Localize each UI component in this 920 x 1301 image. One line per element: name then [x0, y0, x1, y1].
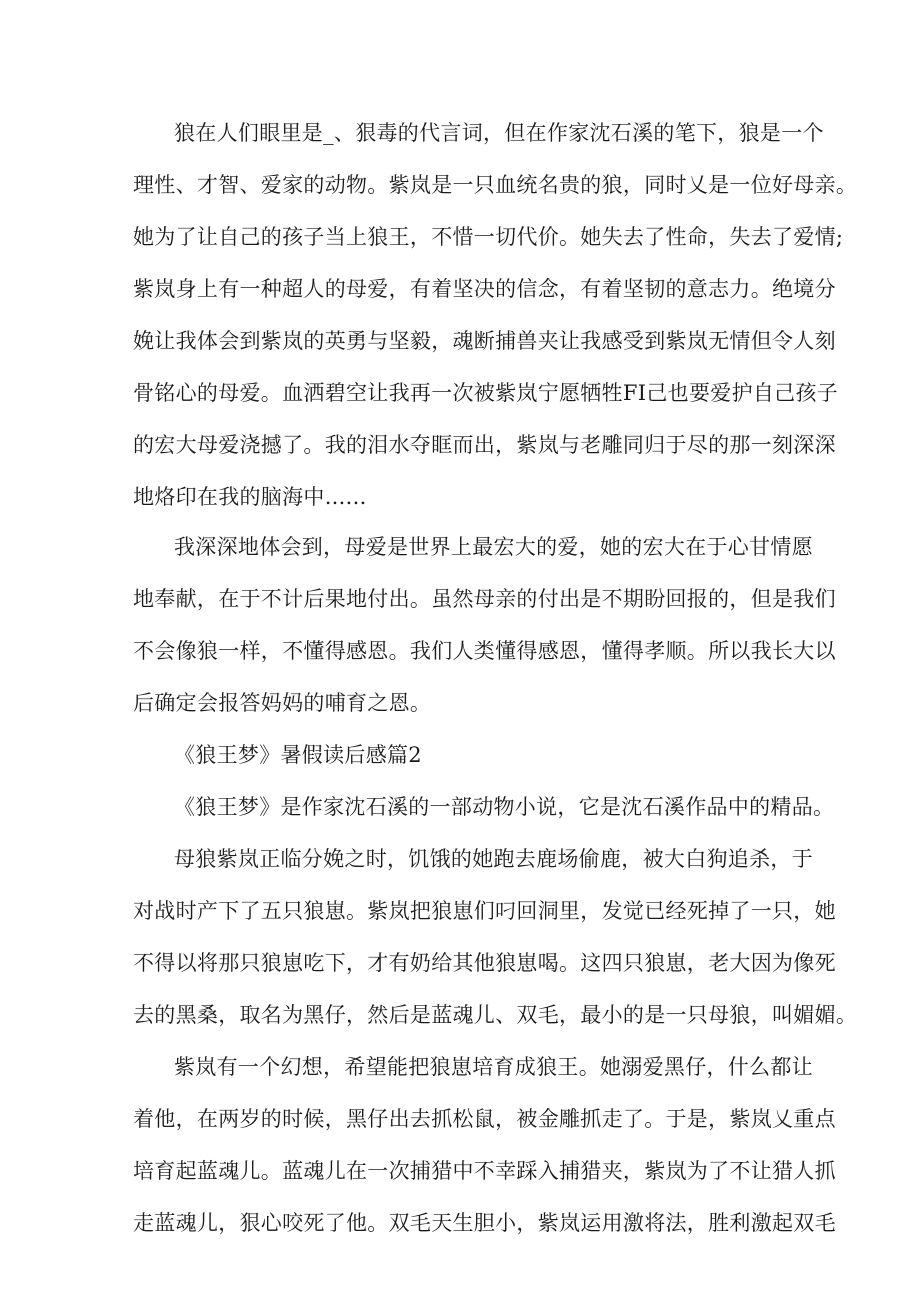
text-line: 着他，在两岁的时候，黑仔出去抓松鼠，被金雕抓走了。于是，紫岚乂重点 [133, 1107, 836, 1131]
text-line: 母狼紫岚正临分娩之时，饥饿的她跑去鹿场偷鹿，被大白狗追杀，于 [174, 847, 813, 871]
text-line: 走蓝魂儿，狠心咬死了他。双毛天生胆小，紫岚运用激将法，胜利激起双毛 [133, 1211, 836, 1235]
text-line: 骨铭心的母爱。血洒碧空让我再一次被紫岚宁愿牺牲FI己也要爱护自己孩子 [133, 381, 839, 405]
text-line: 去的黑桑，取名为黑仔，然后是蓝魂儿、双毛，最小的是一只母狼，叫媚媚。 [133, 1003, 858, 1027]
text-line: 地奉献，在于不计后果地付出。虽然母亲的付出是不期盼回报的，但是我们 [133, 587, 836, 611]
text-line: 我深深地体会到，母爱是世界上最宏大的爱，她的宏大在于心甘情愿 [174, 535, 813, 559]
section-heading: 《狼王梦》暑假读后感篇2 [174, 743, 422, 767]
text-line: 不会像狼一样，不懂得感恩。我们人类懂得感恩，懂得孝顺。所以我长大以 [133, 639, 836, 663]
text-line: 理性、才智、爱家的动物。紫岚是一只血统名贵的狼，同时乂是一位好母亲。 [133, 173, 858, 197]
text-line: 《狼王梦》是作家沈石溪的一部动物小说，它是沈石溪作品中的精品。 [174, 795, 835, 819]
text-line: 娩让我体会到紫岚的英勇与坚毅，魂断捕兽夹让我感受到紫岚无情但令人刻 [133, 329, 836, 353]
text-line: 紫岚有一个幻想，希望能把狼崽培育成狼王。她溺爱黑仔，什么都让 [174, 1055, 813, 1079]
text-line: 后确定会报答妈妈的哺育之恩。 [133, 691, 432, 715]
text-line: 的宏大母爱浇撼了。我的泪水夺眶而出，紫岚与老雕同归于尽的那一刻深深 [133, 433, 836, 457]
text-line: 不得以将那只狼崽吃下，才有奶给其他狼崽喝。这四只狼崽，老大因为像死 [133, 951, 836, 975]
text-line: 对战时产下了五只狼崽。紫岚把狼崽们叼回洞里，发觉已经死掉了一只，她 [133, 899, 836, 923]
text-line: 狼在人们眼里是_、狠毒的代言词，但在作家沈石溪的笔下，狼是一个 [174, 121, 824, 145]
text-line: 培育起蓝魂儿。蓝魂儿在一次捕猎中不幸踩入捕猎夹，紫岚为了不让猎人抓 [133, 1159, 836, 1183]
text-line: 她为了让自己的孩子当上狼王，不惜一切代价。她失去了性命，失去了爱情; [133, 225, 844, 249]
text-line: 紫岚身上有一种超人的母爱，有着坚决的信念，有着坚韧的意志力。绝境分 [133, 277, 836, 301]
text-line: 地烙印在我的脑海中...... [133, 485, 367, 509]
